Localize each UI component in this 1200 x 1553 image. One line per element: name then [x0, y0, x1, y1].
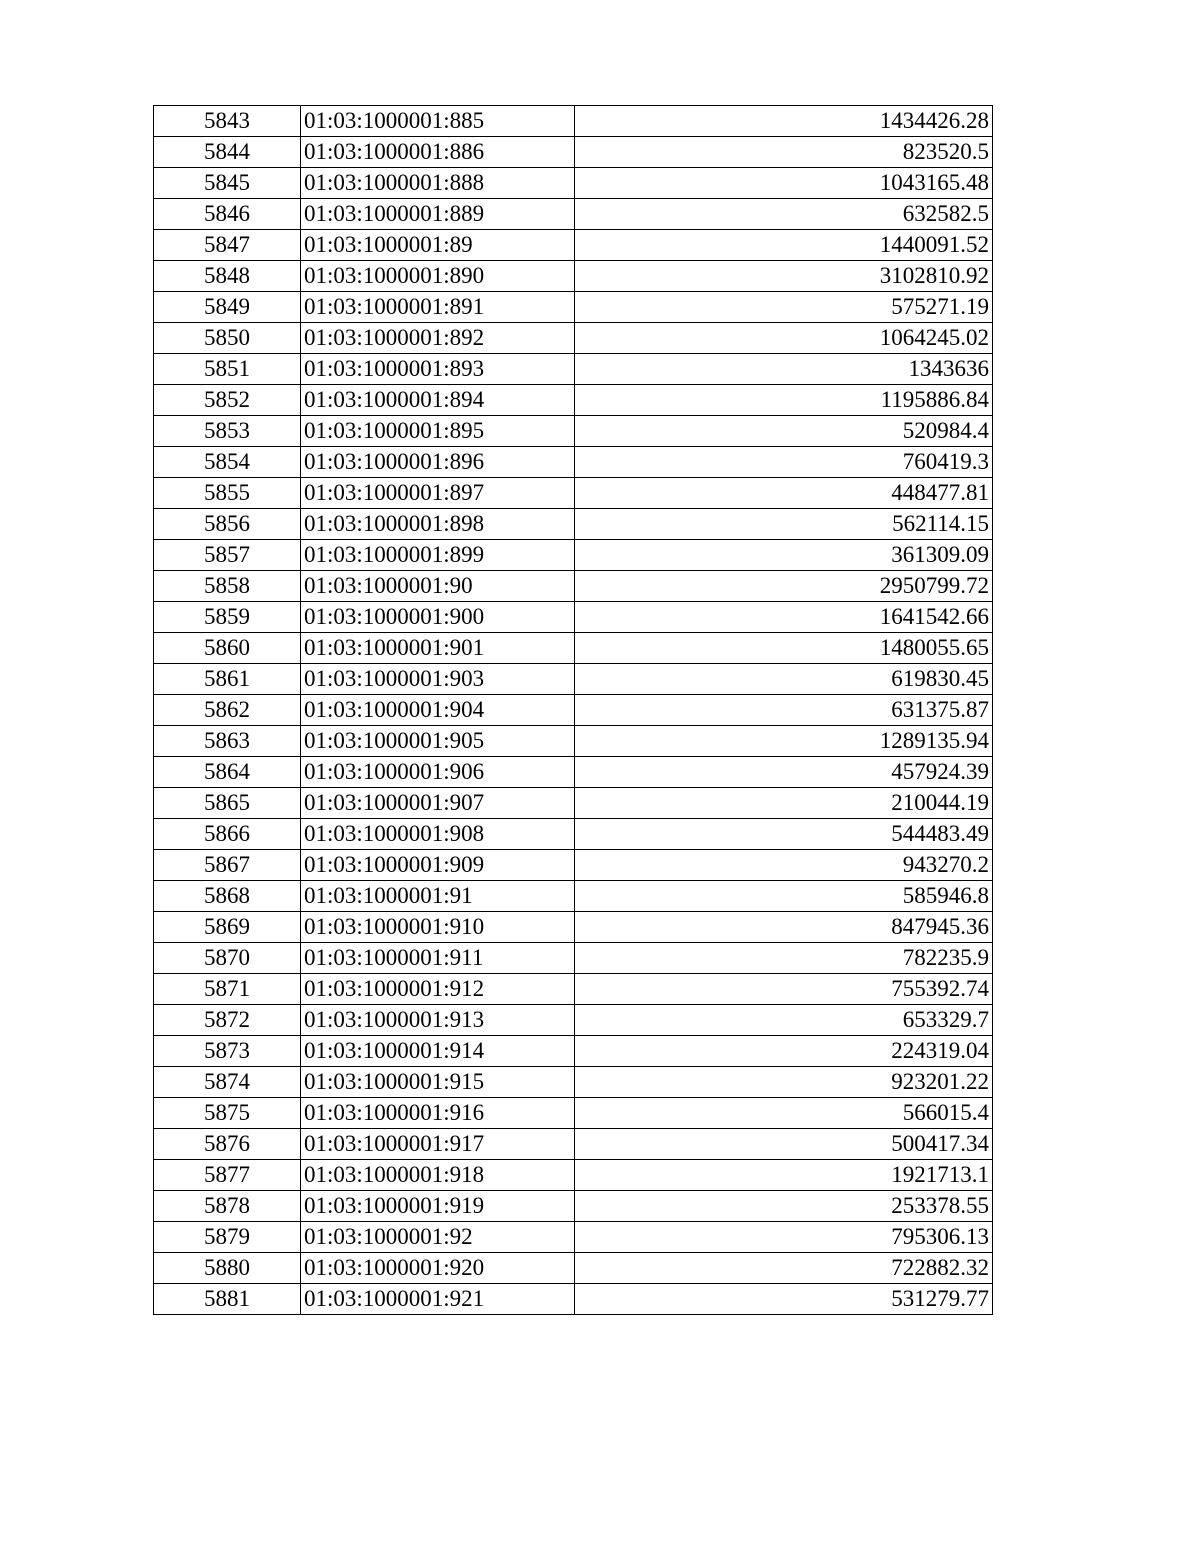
value-cell: 795306.13: [575, 1222, 993, 1253]
row-number-cell: 5854: [154, 447, 301, 478]
cadastral-number-cell: 01:03:1000001:89: [301, 230, 575, 261]
table-body: [154, 106, 993, 1315]
table-row: [154, 912, 993, 943]
value-cell: 1641542.66: [575, 602, 993, 633]
value-cell: 923201.22: [575, 1067, 993, 1098]
value-cell: 500417.34: [575, 1129, 993, 1160]
cadastral-number-cell: 01:03:1000001:91: [301, 881, 575, 912]
table-row: [154, 881, 993, 912]
row-number-cell: 5879: [154, 1222, 301, 1253]
table-row: [154, 447, 993, 478]
cadastral-number-cell: 01:03:1000001:896: [301, 447, 575, 478]
value-cell: 782235.9: [575, 943, 993, 974]
value-cell: 1434426.28: [575, 106, 993, 137]
row-number-cell: 5873: [154, 1036, 301, 1067]
cadastral-number-cell: 01:03:1000001:886: [301, 137, 575, 168]
value-cell: 520984.4: [575, 416, 993, 447]
table-row: [154, 540, 993, 571]
row-number-cell: 5859: [154, 602, 301, 633]
data-table: [153, 105, 993, 1315]
row-number-cell: 5880: [154, 1253, 301, 1284]
cadastral-number-cell: 01:03:1000001:892: [301, 323, 575, 354]
cadastral-number-cell: 01:03:1000001:904: [301, 695, 575, 726]
row-number-cell: 5878: [154, 1191, 301, 1222]
row-number-cell: 5866: [154, 819, 301, 850]
value-cell: 210044.19: [575, 788, 993, 819]
table-row: [154, 1253, 993, 1284]
cadastral-number-cell: 01:03:1000001:916: [301, 1098, 575, 1129]
row-number-cell: 5865: [154, 788, 301, 819]
table-row: [154, 230, 993, 261]
table-row: [154, 633, 993, 664]
row-number-cell: 5852: [154, 385, 301, 416]
value-cell: 755392.74: [575, 974, 993, 1005]
table-row: [154, 757, 993, 788]
cadastral-number-cell: 01:03:1000001:895: [301, 416, 575, 447]
table-row: [154, 1036, 993, 1067]
cadastral-number-cell: 01:03:1000001:909: [301, 850, 575, 881]
table-row: [154, 664, 993, 695]
value-cell: 1480055.65: [575, 633, 993, 664]
cadastral-number-cell: 01:03:1000001:907: [301, 788, 575, 819]
table-row: [154, 509, 993, 540]
cadastral-number-cell: 01:03:1000001:914: [301, 1036, 575, 1067]
value-cell: 224319.04: [575, 1036, 993, 1067]
value-cell: 632582.5: [575, 199, 993, 230]
row-number-cell: 5862: [154, 695, 301, 726]
table-row: [154, 292, 993, 323]
value-cell: 653329.7: [575, 1005, 993, 1036]
row-number-cell: 5848: [154, 261, 301, 292]
value-cell: 3102810.92: [575, 261, 993, 292]
value-cell: 585946.8: [575, 881, 993, 912]
table-row: [154, 416, 993, 447]
cadastral-number-cell: 01:03:1000001:913: [301, 1005, 575, 1036]
cadastral-number-cell: 01:03:1000001:915: [301, 1067, 575, 1098]
row-number-cell: 5861: [154, 664, 301, 695]
row-number-cell: 5850: [154, 323, 301, 354]
value-cell: 566015.4: [575, 1098, 993, 1129]
table-row: [154, 106, 993, 137]
cadastral-number-cell: 01:03:1000001:912: [301, 974, 575, 1005]
cadastral-number-cell: 01:03:1000001:894: [301, 385, 575, 416]
table-row: [154, 1067, 993, 1098]
value-cell: 943270.2: [575, 850, 993, 881]
row-number-cell: 5856: [154, 509, 301, 540]
table-row: [154, 819, 993, 850]
value-cell: 1195886.84: [575, 385, 993, 416]
table-row: [154, 1129, 993, 1160]
value-cell: 722882.32: [575, 1253, 993, 1284]
row-number-cell: 5868: [154, 881, 301, 912]
cadastral-number-cell: 01:03:1000001:885: [301, 106, 575, 137]
row-number-cell: 5863: [154, 726, 301, 757]
table-row: [154, 1098, 993, 1129]
cadastral-number-cell: 01:03:1000001:910: [301, 912, 575, 943]
value-cell: 575271.19: [575, 292, 993, 323]
table-row: [154, 1222, 993, 1253]
row-number-cell: 5844: [154, 137, 301, 168]
table-row: [154, 1160, 993, 1191]
value-cell: 1043165.48: [575, 168, 993, 199]
row-number-cell: 5851: [154, 354, 301, 385]
value-cell: 361309.09: [575, 540, 993, 571]
table-row: [154, 385, 993, 416]
cadastral-number-cell: 01:03:1000001:903: [301, 664, 575, 695]
cadastral-number-cell: 01:03:1000001:921: [301, 1284, 575, 1315]
cadastral-number-cell: 01:03:1000001:901: [301, 633, 575, 664]
cadastral-number-cell: 01:03:1000001:90: [301, 571, 575, 602]
row-number-cell: 5855: [154, 478, 301, 509]
table-row: [154, 695, 993, 726]
table-row: [154, 1284, 993, 1315]
row-number-cell: 5870: [154, 943, 301, 974]
row-number-cell: 5846: [154, 199, 301, 230]
cadastral-number-cell: 01:03:1000001:899: [301, 540, 575, 571]
value-cell: 253378.55: [575, 1191, 993, 1222]
cadastral-number-cell: 01:03:1000001:893: [301, 354, 575, 385]
cadastral-number-cell: 01:03:1000001:890: [301, 261, 575, 292]
cadastral-number-cell: 01:03:1000001:897: [301, 478, 575, 509]
cadastral-number-cell: 01:03:1000001:906: [301, 757, 575, 788]
value-cell: 619830.45: [575, 664, 993, 695]
table-row: [154, 1005, 993, 1036]
value-cell: 1289135.94: [575, 726, 993, 757]
value-cell: 1343636: [575, 354, 993, 385]
table-row: [154, 974, 993, 1005]
table-row: [154, 261, 993, 292]
cadastral-number-cell: 01:03:1000001:920: [301, 1253, 575, 1284]
row-number-cell: 5877: [154, 1160, 301, 1191]
table-row: [154, 850, 993, 881]
table-row: [154, 323, 993, 354]
table-row: [154, 726, 993, 757]
table-row: [154, 571, 993, 602]
value-cell: 631375.87: [575, 695, 993, 726]
cadastral-number-cell: 01:03:1000001:900: [301, 602, 575, 633]
row-number-cell: 5857: [154, 540, 301, 571]
table-row: [154, 1191, 993, 1222]
value-cell: 847945.36: [575, 912, 993, 943]
table-row: [154, 602, 993, 633]
row-number-cell: 5872: [154, 1005, 301, 1036]
table-row: [154, 943, 993, 974]
value-cell: 760419.3: [575, 447, 993, 478]
table-row: [154, 137, 993, 168]
value-cell: 457924.39: [575, 757, 993, 788]
value-cell: 448477.81: [575, 478, 993, 509]
row-number-cell: 5849: [154, 292, 301, 323]
row-number-cell: 5881: [154, 1284, 301, 1315]
cadastral-number-cell: 01:03:1000001:918: [301, 1160, 575, 1191]
row-number-cell: 5876: [154, 1129, 301, 1160]
value-cell: 1440091.52: [575, 230, 993, 261]
cadastral-number-cell: 01:03:1000001:889: [301, 199, 575, 230]
row-number-cell: 5871: [154, 974, 301, 1005]
cadastral-number-cell: 01:03:1000001:888: [301, 168, 575, 199]
value-cell: 823520.5: [575, 137, 993, 168]
value-cell: 2950799.72: [575, 571, 993, 602]
table-row: [154, 478, 993, 509]
cadastral-number-cell: 01:03:1000001:92: [301, 1222, 575, 1253]
row-number-cell: 5867: [154, 850, 301, 881]
cadastral-number-cell: 01:03:1000001:908: [301, 819, 575, 850]
table-row: [154, 788, 993, 819]
value-cell: 544483.49: [575, 819, 993, 850]
row-number-cell: 5847: [154, 230, 301, 261]
table-row: [154, 199, 993, 230]
table-row: [154, 354, 993, 385]
cadastral-number-cell: 01:03:1000001:911: [301, 943, 575, 974]
table-row: [154, 168, 993, 199]
value-cell: 1064245.02: [575, 323, 993, 354]
row-number-cell: 5853: [154, 416, 301, 447]
row-number-cell: 5845: [154, 168, 301, 199]
cadastral-number-cell: 01:03:1000001:919: [301, 1191, 575, 1222]
value-cell: 531279.77: [575, 1284, 993, 1315]
row-number-cell: 5860: [154, 633, 301, 664]
row-number-cell: 5858: [154, 571, 301, 602]
cadastral-number-cell: 01:03:1000001:917: [301, 1129, 575, 1160]
value-cell: 1921713.1: [575, 1160, 993, 1191]
row-number-cell: 5864: [154, 757, 301, 788]
row-number-cell: 5875: [154, 1098, 301, 1129]
row-number-cell: 5869: [154, 912, 301, 943]
row-number-cell: 5843: [154, 106, 301, 137]
value-cell: 562114.15: [575, 509, 993, 540]
cadastral-number-cell: 01:03:1000001:905: [301, 726, 575, 757]
row-number-cell: 5874: [154, 1067, 301, 1098]
cadastral-number-cell: 01:03:1000001:891: [301, 292, 575, 323]
cadastral-number-cell: 01:03:1000001:898: [301, 509, 575, 540]
